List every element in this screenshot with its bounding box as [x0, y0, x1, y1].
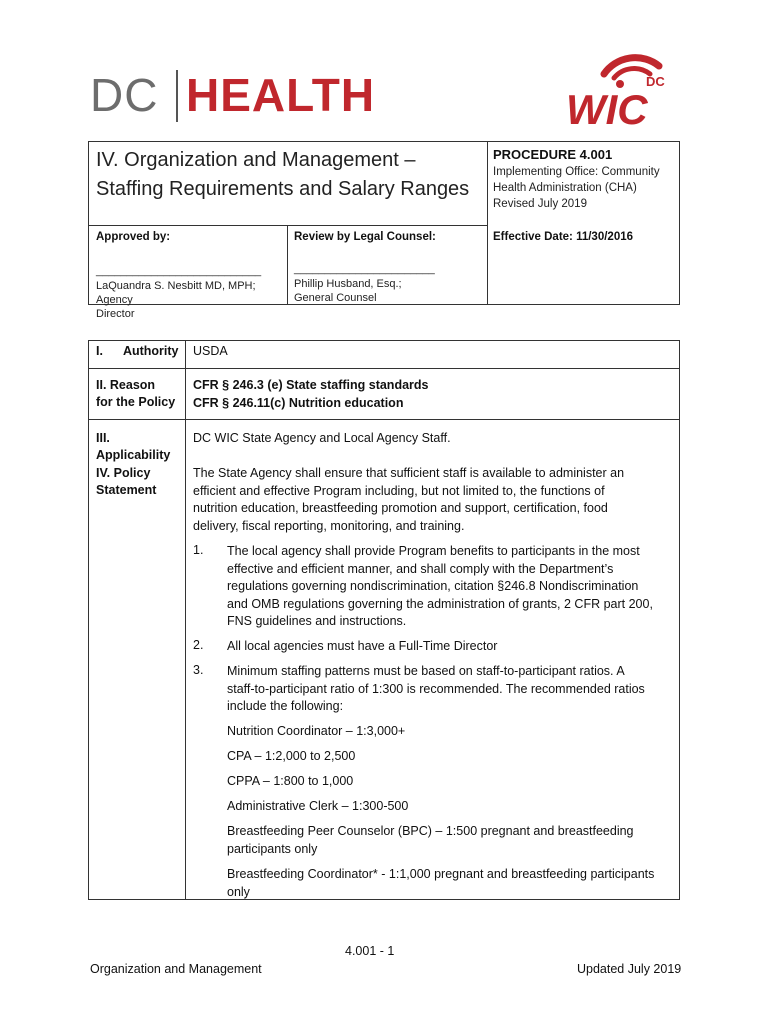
wic-dc-text: DC: [646, 74, 665, 89]
implementing-office: Implementing Office: Community Health Administration (CHA) Revised July 2019: [493, 166, 660, 210]
legal-signature-line: _______________________: [294, 263, 435, 275]
footer-updated: Updated July 2019: [577, 962, 682, 976]
legal-label: Review by Legal Counsel:: [294, 231, 436, 243]
page-title: IV. Organization and Management – Staffing Requirements and Salary Ranges: [96, 149, 470, 200]
ratio-item: CPPA – 1:800 to 1,000: [227, 774, 354, 788]
logo-divider: [176, 70, 178, 122]
approved-signature-line: ___________________________: [96, 265, 262, 277]
list-item: The local agency shall provide Program benefits to participants in the most effective and efficient manner, and shall comply with the Department’s regulations governing nondiscrimination, citation §246.8 Nondiscrimination and OMB regulations governing the administration of grants, 2 CFR part 200, FNS guidelines and instructions.: [227, 544, 653, 628]
list-item-number: 1.: [193, 543, 204, 557]
footer-section: Organization and Management: [90, 962, 262, 976]
health-logo-text: HEALTH: [186, 69, 376, 121]
reason-text: CFR § 246.3 (e) State staffing standards CFR § 246.11(c) Nutrition education: [193, 378, 429, 410]
ratio-item: Breastfeeding Peer Counselor (BPC) – 1:500 pregnant and breastfeeding participants only: [227, 824, 634, 856]
ratio-item: Breastfeeding Coordinator* - 1:1,000 pregnant and breastfeeding participants only: [227, 867, 655, 899]
authority-label: I. Authority: [96, 344, 179, 358]
dc-logo-text: DC: [90, 69, 159, 121]
wic-logo: [564, 44, 674, 129]
list-item: All local agencies must have a Full-Time Director: [227, 639, 498, 653]
procedure-number: PROCEDURE 4.001: [493, 147, 613, 162]
page-number: 4.001 - 1: [345, 944, 395, 958]
list-item: Minimum staffing patterns must be based on staff-to-participant ratios. A staff-to-participant ratio of 1:300 is recommended. The recommended ratios include the following:: [227, 664, 645, 713]
reason-label: II. Reason for the Policy: [96, 378, 176, 409]
ratio-item: Administrative Clerk – 1:300-500: [227, 799, 409, 813]
applicability-label: III. Applicability: [96, 431, 171, 462]
legal-name: Phillip Husband, Esq.; General Counsel: [294, 278, 402, 304]
authority-text: USDA: [193, 344, 228, 358]
policy-label: IV. Policy Statement: [96, 466, 157, 497]
approved-label: Approved by:: [96, 231, 171, 243]
wic-logo-text: WIC: [566, 86, 648, 129]
policy-intro: The State Agency shall ensure that sufficient staff is available to administer an efficient and effective Program including, but not limited to, the functions of nutrition education, breastfeeding promotion and support, certification, food delivery, fiscal reporting, monitoring, and training.: [193, 466, 625, 533]
ratio-item: Nutrition Coordinator – 1:3,000+: [227, 724, 406, 738]
effective-date: Effective Date: 11/30/2016: [493, 231, 634, 243]
list-item-number: 3.: [193, 663, 204, 677]
approved-name: LaQuandra S. Nesbitt MD, MPH; Agency Director: [96, 280, 256, 320]
applicability-text: DC WIC State Agency and Local Agency Staff.: [193, 431, 451, 445]
list-item-number: 2.: [193, 638, 204, 652]
ratio-item: CPA – 1:2,000 to 2,500: [227, 749, 356, 763]
